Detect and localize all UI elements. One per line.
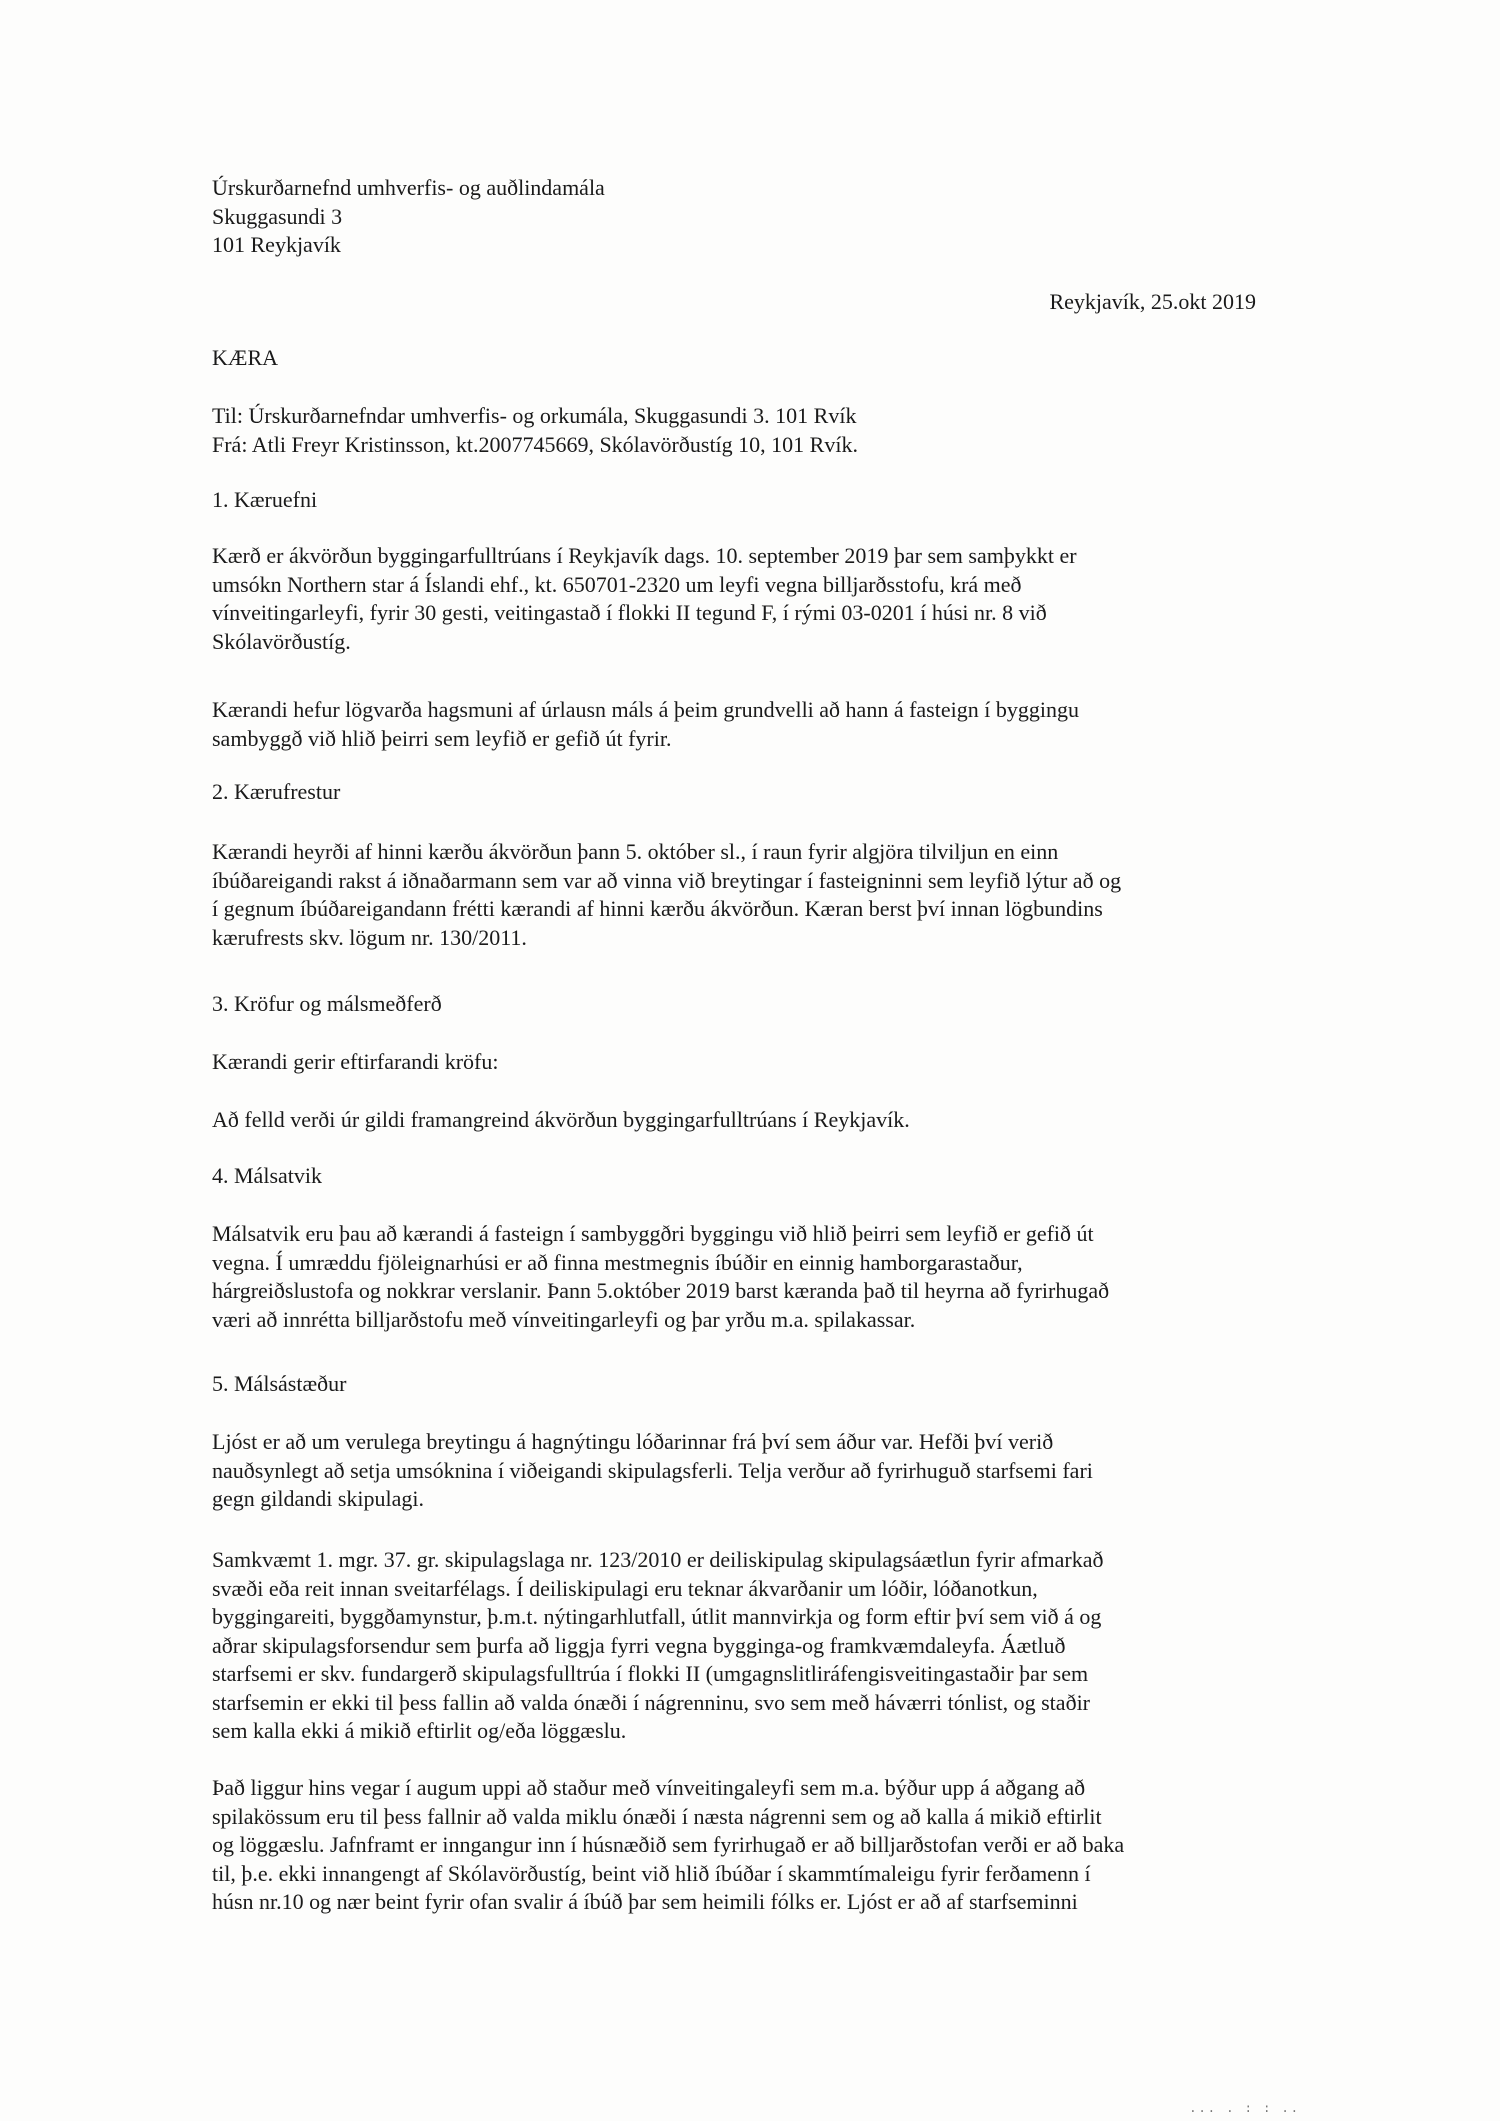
paragraph-line: gegn gildandi skipulagi. — [212, 1486, 425, 1511]
section-1-paragraph-2 — [212, 696, 1262, 753]
section-5-paragraph-3 — [212, 1774, 1262, 1917]
paragraph-line: til, þ.e. ekki innangengt af Skólavörðustíg, beint við hlið íbúðar í skammtímaleigu fyrir ferðamenn í — [212, 1860, 1091, 1886]
paragraph-line: Kærandi gerir eftirfarandi kröfu: — [212, 1049, 499, 1074]
paragraph-line: vegna. Í umræddu fjöleignarhúsi er að finna mestmegnis íbúðir en einnig hamborgarastaður, — [212, 1249, 1023, 1275]
to-from-block — [212, 402, 1262, 459]
section-1-paragraph-1 — [212, 542, 1262, 656]
paragraph-line: svæði eða reit innan sveitarfélags. Í deiliskipulagi eru teknar ákvarðanir um lóðir, lóðanotkun, — [212, 1575, 1038, 1601]
paragraph-line: Samkvæmt 1. mgr. 37. gr. skipulagslaga nr. 123/2010 er deiliskipulag skipulagsáætlun fyrir afmarkað — [212, 1547, 1104, 1572]
paragraph-line: Kærandi heyrði af hinni kærðu ákvörðun þann 5. október sl., í raun fyrir algjöra tilviljun en einn — [212, 839, 1059, 864]
paragraph-line: nauðsynlegt að setja umsóknina í viðeigandi skipulagsferli. Telja verður að fyrirhuguð starfsemi fari — [212, 1457, 1093, 1483]
paragraph-line: aðrar skipulagsforsendur sem þurfa að liggja fyrri vegna bygginga-og framkvæmdaleyfa. Áætluð — [212, 1632, 1066, 1658]
paragraph-line: byggingareiti, byggðamynstur, þ.m.t. nýtingarhlutfall, útlit mannvirkja og form eftir því sem við á og — [212, 1604, 1102, 1629]
paragraph-line: íbúðareigandi rakst á iðnaðarmann sem var að vinna við breytingar í fasteigninni sem leyfið lýtur að og — [212, 867, 1122, 893]
paragraph-line: Kærandi hefur lögvarða hagsmuni af úrlausn máls á þeim grundvelli að hann á fasteign í byggingu — [212, 697, 1079, 722]
paragraph-line: í gegnum íbúðareigandann frétti kærandi af hinni kærðu ákvörðun. Kæran berst því innan lögbundins — [212, 896, 1103, 921]
section-5-heading: 5. Málsástæður — [212, 1371, 347, 1396]
paragraph-line: Kærð er ákvörðun byggingarfulltrúans í Reykjavík dags. 10. september 2019 þar sem samþykkt er — [212, 543, 1077, 568]
paragraph-line: Skólavörðustíg. — [212, 628, 351, 654]
section-5-paragraph-2 — [212, 1546, 1262, 1746]
paragraph-line: Það liggur hins vegar í augum uppi að staður með vínveitingaleyfi sem m.a. býður upp á aðgang að — [212, 1775, 1086, 1800]
recipient-line-1: Úrskurðarnefnd umhverfis- og auðlindamála — [212, 175, 605, 200]
paragraph-line: Ljóst er að um verulega breytingu á hagnýtingu lóðarinnar frá því sem áður var. Hefði því verið — [212, 1429, 1054, 1454]
section-3-paragraph-2 — [212, 1106, 1262, 1135]
to-line: Til: Úrskurðarnefndar umhverfis- og orkumála, Skuggasundi 3. 101 Rvík — [212, 403, 857, 428]
section-2-heading: 2. Kærufrestur — [212, 779, 341, 804]
paragraph-line: starfsemin er ekki til þess fallin að valda ónæði í nágrenninu, svo sem með háværri tónlist, og staðir — [212, 1689, 1091, 1715]
section-2-paragraph-1 — [212, 838, 1262, 952]
paragraph-line: Málsatvik eru þau að kærandi á fasteign í sambyggðri byggingu við hlið þeirri sem leyfið er gefið út — [212, 1221, 1094, 1246]
section-1-heading: 1. Kæruefni — [212, 487, 318, 512]
paragraph-line: kærufrests skv. lögum nr. 130/2011. — [212, 924, 527, 950]
paragraph-line: umsókn Northern star á Íslandi ehf., kt. 650701-2320 um leyfi vegna billjarðsstofu, krá með — [212, 571, 1022, 597]
section-5-paragraph-1 — [212, 1428, 1262, 1514]
paragraph-line: hárgreiðslustofa og nokkrar verslanir. Þann 5.október 2019 barst kæranda það til heyrna að fyrirhugað — [212, 1278, 1110, 1303]
paragraph-line: vínveitingarleyfi, fyrir 30 gesti, veitingastað í flokki II tegund F, í rými 03-0201 í húsi nr. 8 við — [212, 600, 1047, 625]
paragraph-line: sem kalla ekki á mikið eftirlit og/eða löggæslu. — [212, 1718, 627, 1743]
from-line: Frá: Atli Freyr Kristinsson, kt.2007745669, Skólavörðustíg 10, 101 Rvík. — [212, 431, 858, 457]
paragraph-line: spilakössum eru til þess fallnir að valda miklu ónæði í næsta nágrenni sem og að kalla á mikið eftirlit — [212, 1803, 1102, 1829]
document-title: KÆRA — [212, 345, 279, 370]
recipient-address — [212, 174, 1262, 260]
paragraph-line: og löggæslu. Jafnframt er inngangur inn í húsnæðið sem fyrirhugað er að billjarðstofan verði er að baka — [212, 1832, 1125, 1857]
scan-artifact-mark: ... . : : .. — [1189, 2101, 1300, 2115]
section-4-heading: 4. Málsatvik — [212, 1163, 322, 1188]
recipient-line-2: Skuggasundi 3 — [212, 203, 343, 229]
paragraph-line: húsn nr.10 og nær beint fyrir ofan svalir á íbúð þar sem heimili fólks er. Ljóst er að af starfseminni — [212, 1889, 1078, 1914]
section-4-paragraph-1 — [212, 1220, 1262, 1334]
paragraph-line: starfsemi er skv. fundargerð skipulagsfulltrúa í flokki II (umgagnslitliráfengisveitingastaðir þar sem — [212, 1661, 1089, 1686]
recipient-line-3: 101 Reykjavík — [212, 232, 341, 257]
letter-date: Reykjavík, 25.okt 2019 — [1049, 289, 1256, 314]
paragraph-line: sambyggð við hlið þeirri sem leyfið er gefið út fyrir. — [212, 725, 672, 751]
paragraph-line: væri að innrétta billjarðstofu með vínveitingarleyfi og þar yrðu m.a. spilakassar. — [212, 1306, 916, 1332]
section-3-heading: 3. Kröfur og málsmeðferð — [212, 991, 442, 1016]
section-3-paragraph-1 — [212, 1048, 1262, 1077]
paragraph-line: Að felld verði úr gildi framangreind ákvörðun byggingarfulltrúans í Reykjavík. — [212, 1107, 910, 1132]
